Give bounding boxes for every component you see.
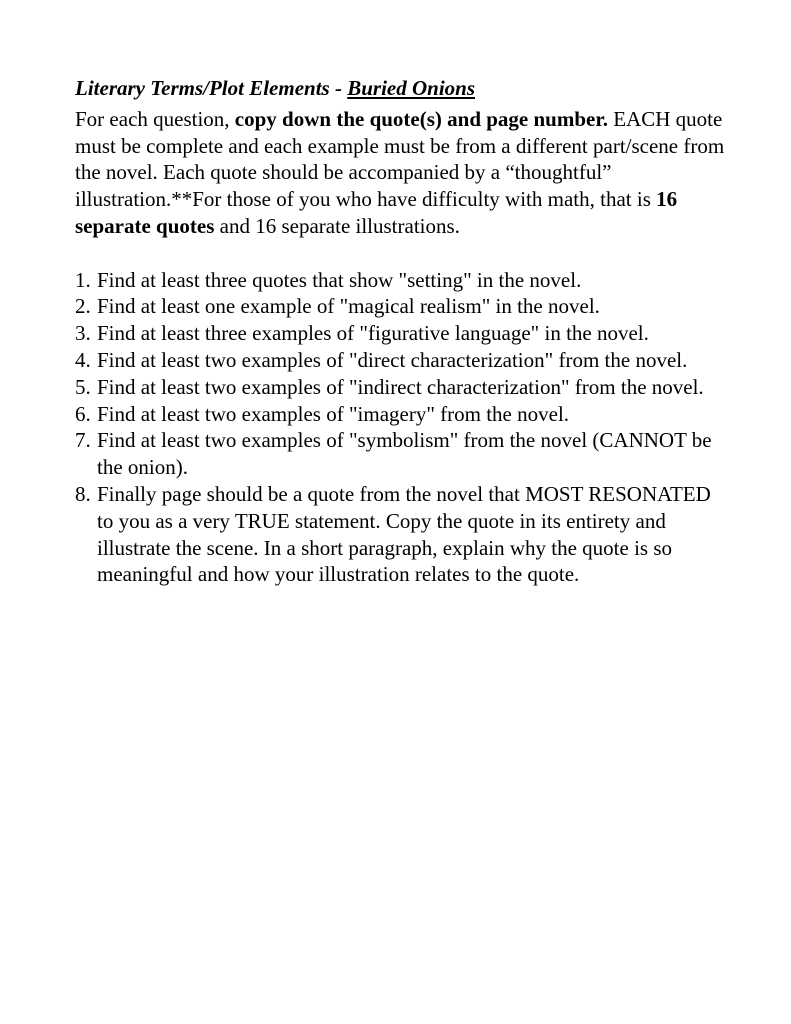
intro-text-1: For each question,	[75, 106, 235, 131]
list-item-number: 3.	[75, 321, 91, 346]
list-item-text: Finally page should be a quote from the novel that MOST RESONATED to you as a very TRUE statement. Copy the quote in its entirety and illustrate the scene. In a short paragraph, explain why the quote is so meaningful and how your illustration relates to the quote.	[97, 481, 711, 587]
page-title	[75, 75, 725, 102]
intro-text-2: EACH quote must be complete and each example must be from a different part/scene from the novel. Each quote should be accompanied by a “thoughtful” illustration.**For those of you who have difficulty with math, that is	[75, 106, 725, 212]
list-item-number: 1.	[75, 267, 91, 292]
title-prefix: Literary Terms/Plot Elements -	[75, 76, 348, 100]
list-item-number: 5.	[75, 374, 91, 399]
list-item	[75, 320, 725, 347]
list-item-text: Find at least two examples of "imagery" from the novel.	[97, 401, 570, 426]
list-item-number: 8.	[75, 481, 91, 506]
list-item-number: 6.	[75, 401, 91, 426]
list-item	[75, 481, 725, 588]
list-item-text: Find at least three examples of "figurative language" in the novel.	[97, 321, 649, 346]
list-item	[75, 267, 725, 294]
intro-bold-2: 16 separate quotes	[75, 187, 678, 238]
list-item-text: Find at least three quotes that show "setting" in the novel.	[97, 267, 582, 292]
intro-bold-1: copy down the quote(s) and page number.	[234, 106, 608, 131]
list-item	[75, 347, 725, 374]
document-page	[75, 75, 725, 588]
intro-text-3: and 16 separate illustrations.	[214, 213, 460, 238]
instructions-paragraph	[75, 106, 725, 240]
list-item-number: 4.	[75, 347, 91, 372]
book-title: Buried Onions	[347, 76, 476, 100]
list-item-number: 2.	[75, 294, 91, 319]
list-item	[75, 427, 725, 481]
list-item-text: Find at least one example of "magical realism" in the novel.	[97, 294, 600, 319]
list-item-number: 7.	[75, 428, 91, 453]
list-item-text: Find at least two examples of "symbolism" from the novel (CANNOT be the onion).	[97, 428, 712, 480]
list-item	[75, 374, 725, 401]
task-list	[75, 267, 725, 589]
list-item-text: Find at least two examples of "indirect characterization" from the novel.	[97, 374, 704, 399]
list-item-text: Find at least two examples of "direct characterization" from the novel.	[97, 347, 688, 372]
list-item	[75, 401, 725, 428]
list-item	[75, 293, 725, 320]
